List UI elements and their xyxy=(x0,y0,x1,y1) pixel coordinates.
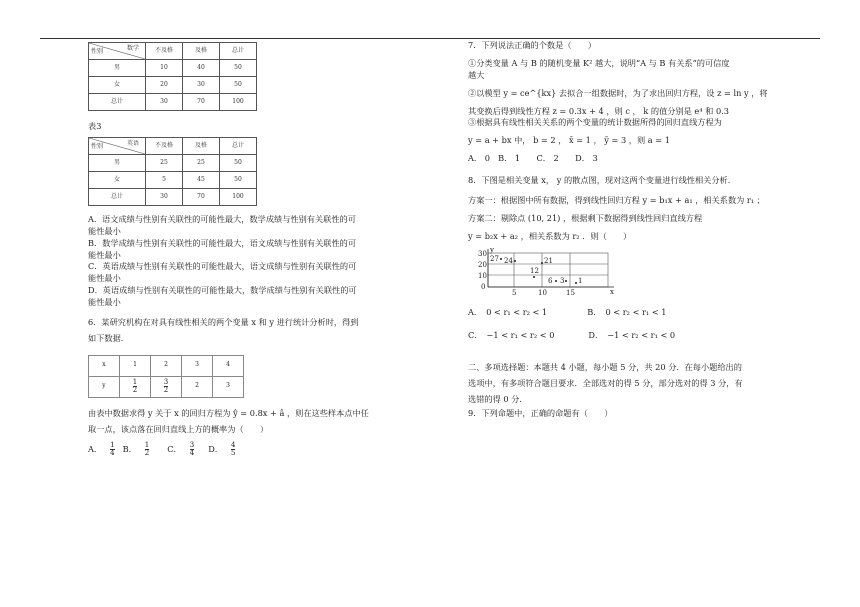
table-cell: 10 xyxy=(146,60,183,77)
table-cell: 男 xyxy=(89,154,146,171)
table-cell: 2 xyxy=(151,355,182,376)
table-cell: 70 xyxy=(183,94,220,111)
fraction-num: 3 xyxy=(189,440,195,449)
table-cell: 1 xyxy=(120,355,151,376)
q7-statement-3-cont: y = a + bx 中， b = 2 ， x̄ = 1 ， ȳ = 3 ，则 a = 1 xyxy=(468,135,670,146)
choice-d-fraction xyxy=(231,442,235,458)
fraction-den: 4 xyxy=(189,449,195,458)
data-point xyxy=(533,276,535,278)
point-label: 21 xyxy=(544,256,553,265)
choice-d-label: D． xyxy=(208,443,223,454)
table-cell: 女 xyxy=(89,77,146,94)
point-label: 27 xyxy=(490,254,499,263)
q9-title: 9．下列命题中，正确的命题有（ ） xyxy=(468,408,613,419)
fraction-den: 5 xyxy=(230,449,236,458)
q8-option-d: D． −1 < r₂ < r₁ < 0 xyxy=(588,330,676,341)
table-cell: 30 xyxy=(146,94,183,111)
q7-statement-1: ①分类变量 A 与 B 的随机变量 K² 越大，说明“A 与 B 有关系”的可信度 xyxy=(468,57,730,68)
q8-options-row-1 xyxy=(468,307,786,319)
fraction-den: 2 xyxy=(144,449,150,458)
fraction-den: 4 xyxy=(110,449,115,458)
table-cell: 30 xyxy=(146,188,183,205)
x-tick: 15 xyxy=(566,288,575,297)
question-6 xyxy=(88,317,378,458)
x-axis-label: x xyxy=(610,287,614,296)
table-cell xyxy=(151,376,182,397)
table-cell: 4 xyxy=(213,355,244,376)
data-point xyxy=(565,280,567,282)
q8-plan-2: 方案二：剔除点 (10, 21) ，根据剩下数据得到线性回归直线方程 xyxy=(468,212,703,223)
q8-stem: 8．下图是相关变量 x， y 的散点图，现对这两个变量进行线性相关分析． xyxy=(468,175,736,186)
header-cell: 总计 xyxy=(220,137,257,154)
q7-statement-3: ③根据具有线性相关关系的两个变量的统计数据所得的回归直线方程为 xyxy=(468,117,722,128)
option-a-text: A．语文成绩与性别有关联性的可能性最大，数学成绩与性别有关联性的可 xyxy=(88,213,356,224)
header-cell: 及格 xyxy=(183,137,220,154)
q8-plan-2-cont: y = b₂x + a₂ ，相关系数为 r₂ ．则（ ） xyxy=(468,230,632,241)
q8-option-c: C． −1 < r₁ < r₂ < 0 xyxy=(468,330,555,341)
table-cell: y xyxy=(89,376,120,397)
table-cell: 50 xyxy=(220,154,257,171)
table-cell: 30 xyxy=(183,77,220,94)
left-column xyxy=(88,42,378,458)
choice-a-fraction xyxy=(110,442,114,458)
corner-top-label: 数学 xyxy=(126,45,139,52)
option-c-text: C．英语成绩与性别有关联性的可能性最大，语文成绩与性别有关联性的可 xyxy=(88,261,357,272)
fraction-num: 3 xyxy=(163,377,169,386)
right-column xyxy=(468,40,786,420)
q6-data-table xyxy=(88,355,244,398)
header-cell: 不及格 xyxy=(146,137,183,154)
table-cell: 总计 xyxy=(89,94,146,111)
option-c-text-cont: 能性最小 xyxy=(88,273,121,284)
q5-options xyxy=(88,214,378,309)
data-point xyxy=(555,280,557,282)
y-axis-label: y xyxy=(490,246,494,254)
choice-a-label: A． xyxy=(88,443,103,454)
table-cell: 总计 xyxy=(89,188,146,205)
header-cell: 及格 xyxy=(183,43,220,60)
option-d-text: D．英语成绩与性别有关联性的可能性最大，数学成绩与性别有关联性的可 xyxy=(88,285,357,296)
q7-choices: A． 0 B． 1 C． 2 D． 3 xyxy=(468,153,598,164)
corner-bottom-label: 性别 xyxy=(91,143,104,151)
table-cell: 50 xyxy=(220,171,257,188)
choice-b-label: B． xyxy=(122,443,137,454)
choice-c-fraction xyxy=(190,442,194,458)
english-gender-table xyxy=(88,137,257,206)
q6-regression-text: 由表中数据求得 y 关于 x 的回归方程为 ŷ = 0.8x + â ，则在这些样本点中任 xyxy=(88,407,369,418)
corner-top-label: 英语 xyxy=(126,139,139,147)
q8-option-b: B． 0 < r₂ < r₁ < 1 xyxy=(587,306,667,317)
table-corner xyxy=(89,43,146,60)
q6-question-text: 取一点，该点落在回归直线上方的概率为（ ） xyxy=(88,423,269,434)
data-point xyxy=(541,262,543,264)
table-cell: 3 xyxy=(182,355,213,376)
choice-c-label: C． xyxy=(167,443,182,454)
fraction-num: 1 xyxy=(132,377,138,386)
x-tick: 5 xyxy=(512,288,517,297)
table-cell: 5 xyxy=(146,171,183,188)
section2-heading: 二、多项选择题：本题共 4 小题，每小题 5 分，共 20 分．在每小题给出的 xyxy=(468,362,742,373)
table-cell: 25 xyxy=(183,154,220,171)
q6-stem-cont: 如下数据． xyxy=(88,332,129,343)
header-cell: 总计 xyxy=(220,43,257,60)
y-tick: 30 xyxy=(478,249,487,258)
table-cell xyxy=(120,376,151,397)
choice-b-fraction xyxy=(145,442,149,458)
table-corner xyxy=(89,137,146,154)
point-label: 12 xyxy=(530,266,539,275)
point-label: 1 xyxy=(578,276,583,285)
option-d-text-cont: 能性最小 xyxy=(88,297,121,308)
table-cell: 25 xyxy=(146,154,183,171)
fraction xyxy=(133,379,137,395)
q7-title: 7．下列说法正确的个数是（ ） xyxy=(468,40,597,50)
fraction-den: 2 xyxy=(163,386,169,395)
table-cell: 70 xyxy=(183,188,220,205)
table-cell: 50 xyxy=(220,60,257,77)
y-tick: 10 xyxy=(478,271,487,280)
table-cell: 2 xyxy=(182,376,213,397)
table3-label: 表3 xyxy=(88,121,102,131)
y-tick: 20 xyxy=(478,260,487,269)
point-label: 24 xyxy=(504,256,513,265)
q8-plan-1: 方案一：根据图中所有数据，得到线性回归方程 y = b₁x + a₁ ，相关系数为 r₁ ； xyxy=(468,195,765,206)
x-tick: 10 xyxy=(538,288,547,297)
point-label: 3 xyxy=(560,276,565,285)
table-cell: 20 xyxy=(146,77,183,94)
table-cell: 100 xyxy=(220,94,257,111)
data-point xyxy=(575,282,577,284)
section2-heading-cont: 选项中，有多项符合题目要求．全部选对的得 5 分，部分选对的得 3 分，有 xyxy=(468,378,743,389)
q8-options-row-2 xyxy=(468,330,786,342)
point-label: 6 xyxy=(548,276,553,285)
fraction-num: 1 xyxy=(144,440,150,449)
option-a-text-cont: 能性最小 xyxy=(88,225,121,236)
header-cell: 不及格 xyxy=(146,43,183,60)
fraction-den: 2 xyxy=(132,386,138,395)
data-point xyxy=(500,258,502,260)
q6-choices xyxy=(88,442,378,458)
page-top-rule xyxy=(40,38,820,39)
table-cell: x xyxy=(89,355,120,376)
q7-statement-1-cont: 越大 xyxy=(468,69,485,80)
fraction-num: 4 xyxy=(230,440,236,449)
scatter-plot xyxy=(468,247,618,297)
table-cell: 45 xyxy=(183,171,220,188)
table-cell: 100 xyxy=(220,188,257,205)
table-cell: 40 xyxy=(183,60,220,77)
table-cell: 男 xyxy=(89,60,146,77)
q6-stem: 6．某研究机构在对具有线性相关的两个变量 x 和 y 进行统计分析时，得到 xyxy=(88,317,359,328)
math-gender-table xyxy=(88,42,257,111)
q7-statement-2: ②以模型 y = ce^{kx} 去拟合一组数据时，为了求出回归方程，设 z = ln y ，将 xyxy=(468,87,768,98)
table-cell: 3 xyxy=(213,376,244,397)
data-point xyxy=(514,260,516,262)
y-tick: 0 xyxy=(481,282,486,291)
corner-bottom-label: 性别 xyxy=(91,48,104,56)
option-b-text: B．数学成绩与性别有关联性的可能性最大，语文成绩与性别有关联性的可 xyxy=(88,237,357,248)
q8-option-a: A． 0 < r₁ < r₂ < 1 xyxy=(468,306,548,317)
option-b-text-cont: 能性最小 xyxy=(88,249,121,260)
fraction xyxy=(164,379,168,395)
table-cell: 50 xyxy=(220,77,257,94)
fraction-num: 1 xyxy=(110,440,115,449)
section2-heading-cont: 选错的得 0 分． xyxy=(468,394,528,405)
table-cell: 女 xyxy=(89,171,146,188)
q7-statement-2-cont: 其变换后得到线性方程 z = 0.3x + 4 ，则 c ， k 的值分别是 e⁴ 和 0.3 xyxy=(468,105,729,116)
